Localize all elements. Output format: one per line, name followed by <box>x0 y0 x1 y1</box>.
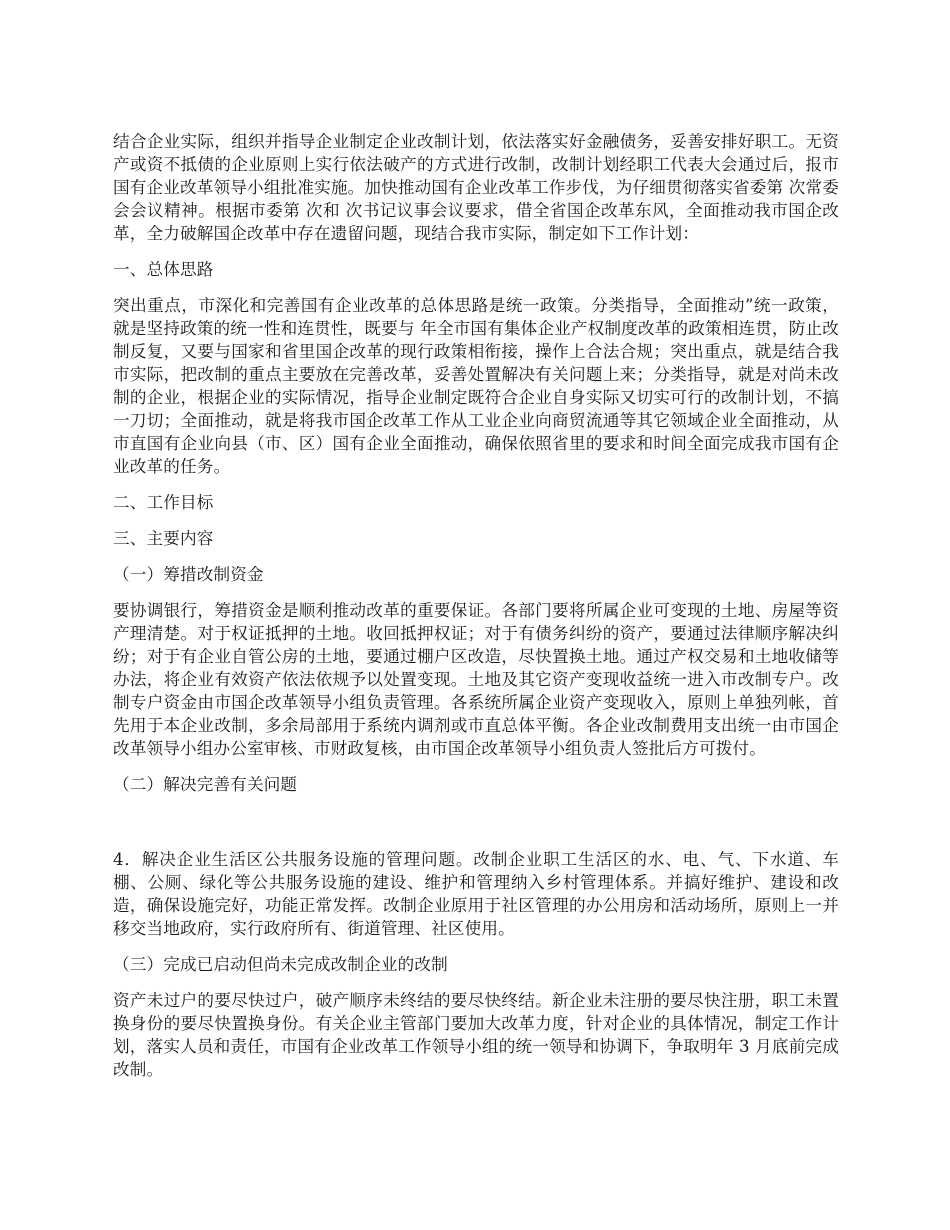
intro-paragraph: 结合企业实际，组织并指导企业制定企业改制计划，依法落实好金融债务，妥善安排好职工。无资产或资不抵债的企业原则上实行依法破产的方式进行改制，改制计划经职工代表大会通过后，报市国有企业改革领导小组批准实施。加快推动国有企业改革工作步伐，为仔细贯彻落实省委第 次常委会会议精神。根据市委第 次和 次书记议事会议要求，借全省国企改革东风，全面推动我市国企改革，全力破解国企改革中存在遗留问题，现结合我市实际，制定如下工作计划： <box>113 132 839 243</box>
document-page <box>113 130 839 1081</box>
subsection-heading-complete-reform: （三）完成已启动但尚未完成改制企业的改制 <box>113 955 448 974</box>
funding-paragraph: 要协调银行，筹措资金是顺利推动改革的重要保证。各部门要将所属企业可变现的土地、房屋等资产理清楚。对于权证抵押的土地。收回抵押权证；对于有债务纠纷的资产，要通过法律顺序解决纠纷；对于有企业自管公房的土地，要通过棚户区改造，尽快置换土地。通过产权交易和土地收储等办法，将企业有效资产依法依规予以处置变现。土地及其它资产变现收益统一进入市改制专户。改制专户资金由市国企改革领导小组负责管理。各系统所属企业资产变现收入，原则上单独列帐，首先用于本企业改制，多余局部用于系统内调剂或市直总体平衡。各企业改制费用支出统一由市国企改革领导小组办公室审核、市财政复核，由市国企改革领导小组负责人签批后方可拨付。 <box>113 601 839 758</box>
section-heading-overall-approach: 一、总体思路 <box>113 260 214 279</box>
item-4-paragraph: 4．解决企业生活区公共服务设施的管理问题。改制企业职工生活区的水、电、气、下水道、车棚、公厕、绿化等公共服务设施的建设、维护和管理纳入乡村管理体系。并搞好维护、建设和改造，确保设施完好，功能正常发挥。改制企业原用于社区管理的办公用房和活动场所，原则上一并移交当地政府，实行政府所有、街道管理、社区使用。 <box>113 850 839 938</box>
section-heading-work-goals: 二、工作目标 <box>113 493 214 512</box>
overall-approach-paragraph: 突出重点，市深化和完善国有企业改革的总体思路是统一政策。分类指导，全面推动”统一政策，就是坚持政策的统一性和连贯性，既要与 年全市国有集体企业产权制度改革的政策相连贯，防止改制反复，又要与国家和省里国企改革的现行政策相衔接，操作上合法合规；突出重点，就是结合我市实际，把改制的重点主要放在完善改革，妥善处置解决有关问题上来；分类指导，就是对尚未改制的企业，根据企业的实际情况，指导企业制定既符合企业自身实际又切实可行的改制计划，不搞一刀切；全面推动，就是将我市国企改革工作从工业企业向商贸流通等其它领域企业全面推动，从市直国有企业向县（市、区）国有企业全面推动，确保依照省里的要求和时间全面完成我市国有企业改革的任务。 <box>113 296 839 476</box>
complete-reform-paragraph: 资产未过户的要尽快过户，破产顺序未终结的要尽快终结。新企业未注册的要尽快注册，职工未置换身份的要尽快置换身份。有关企业主管部门要加大改革力度，针对企业的具体情况，制定工作计划，落实人员和责任，市国有企业改革工作领导小组的统一领导和协调下，争取明年 3 月底前完成改制。 <box>113 991 839 1079</box>
subsection-heading-funding: （一）筹措改制资金 <box>113 565 264 584</box>
section-heading-main-content: 三、主要内容 <box>113 529 214 548</box>
subsection-heading-resolve-issues: （二）解决完善有关问题 <box>113 775 298 794</box>
